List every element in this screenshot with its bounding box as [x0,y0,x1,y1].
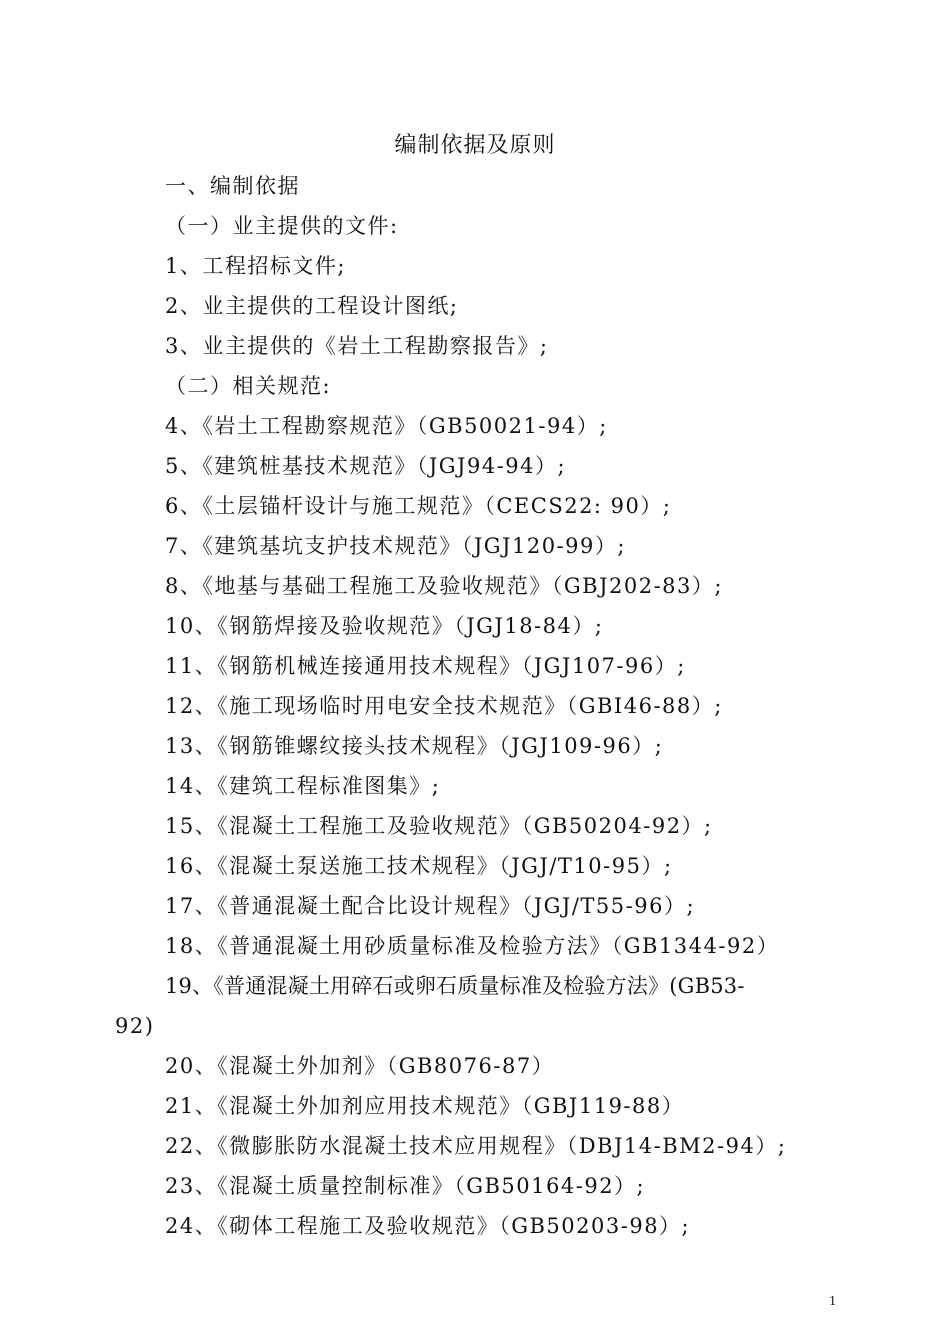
list-item: 21、《混凝土外加剂应用技术规范》（GBJ119-88） [165,1094,685,1118]
list-item: 14、《建筑工程标准图集》; [165,774,441,798]
list-item: 18、《普通混凝土用砂质量标准及检验方法》（GB1344-92） [165,934,780,958]
page-number: 1 [829,1294,836,1309]
list-item: 7、《建筑基坑支护技术规范》（JGJ120-99）; [165,534,626,558]
list-item: 10、《钢筋焊接及验收规范》（JGJ18-84）; [165,614,604,638]
page-title: 编制依据及原则 [394,133,556,158]
list-item: 19、《普通混凝土用碎石或卵石质量标准及检验方法》(GB53- [165,974,745,998]
list-item: 16、《混凝土泵送施工技术规程》（JGJ/T10-95）; [165,854,673,878]
list-item: 1、工程招标文件; [165,254,346,278]
list-item: 22、《微膨胀防水混凝土技术应用规程》（DBJ14-BM2-94）; [165,1134,787,1158]
list-item: 11、《钢筋机械连接通用技术规程》（JGJ107-96）; [165,654,686,678]
list-item: 2、业主提供的工程设计图纸; [165,294,459,318]
list-item: 4、《岩土工程勘察规范》（GB50021-94）; [165,414,608,438]
list-item-continuation: 92) [115,1014,155,1038]
subsection-heading: （二）相关规范: [165,374,332,398]
list-item: 15、《混凝土工程施工及验收规范》（GB50204-92）; [165,814,713,838]
list-item: 3、业主提供的《岩土工程勘察报告》; [165,334,549,358]
list-item: 20、《混凝土外加剂》（GB8076-87） [165,1054,555,1078]
basis-list [0,166,950,1246]
list-item: 13、《钢筋锥螺纹接头技术规程》（JGJ109-96）; [165,734,664,758]
subsection-heading: （一）业主提供的文件: [165,214,399,238]
list-item: 8、《地基与基础工程施工及验收规范》（GBJ202-83）; [165,574,723,598]
section-heading: 一、编制依据 [165,174,300,198]
list-item: 6、《土层锚杆设计与施工规范》（CECS22: 90）; [165,494,672,518]
list-item: 12、《施工现场临时用电安全技术规范》（GBI46-88）; [165,694,723,718]
list-item: 5、《建筑桩基技术规范》（JGJ94-94）; [165,454,567,478]
list-item: 17、《普通混凝土配合比设计规程》（JGJ/T55-96）; [165,894,696,918]
list-item: 24、《砌体工程施工及验收规范》（GB50203-98）; [165,1214,691,1238]
list-item: 23、《混凝土质量控制标准》（GB50164-92）; [165,1174,646,1198]
